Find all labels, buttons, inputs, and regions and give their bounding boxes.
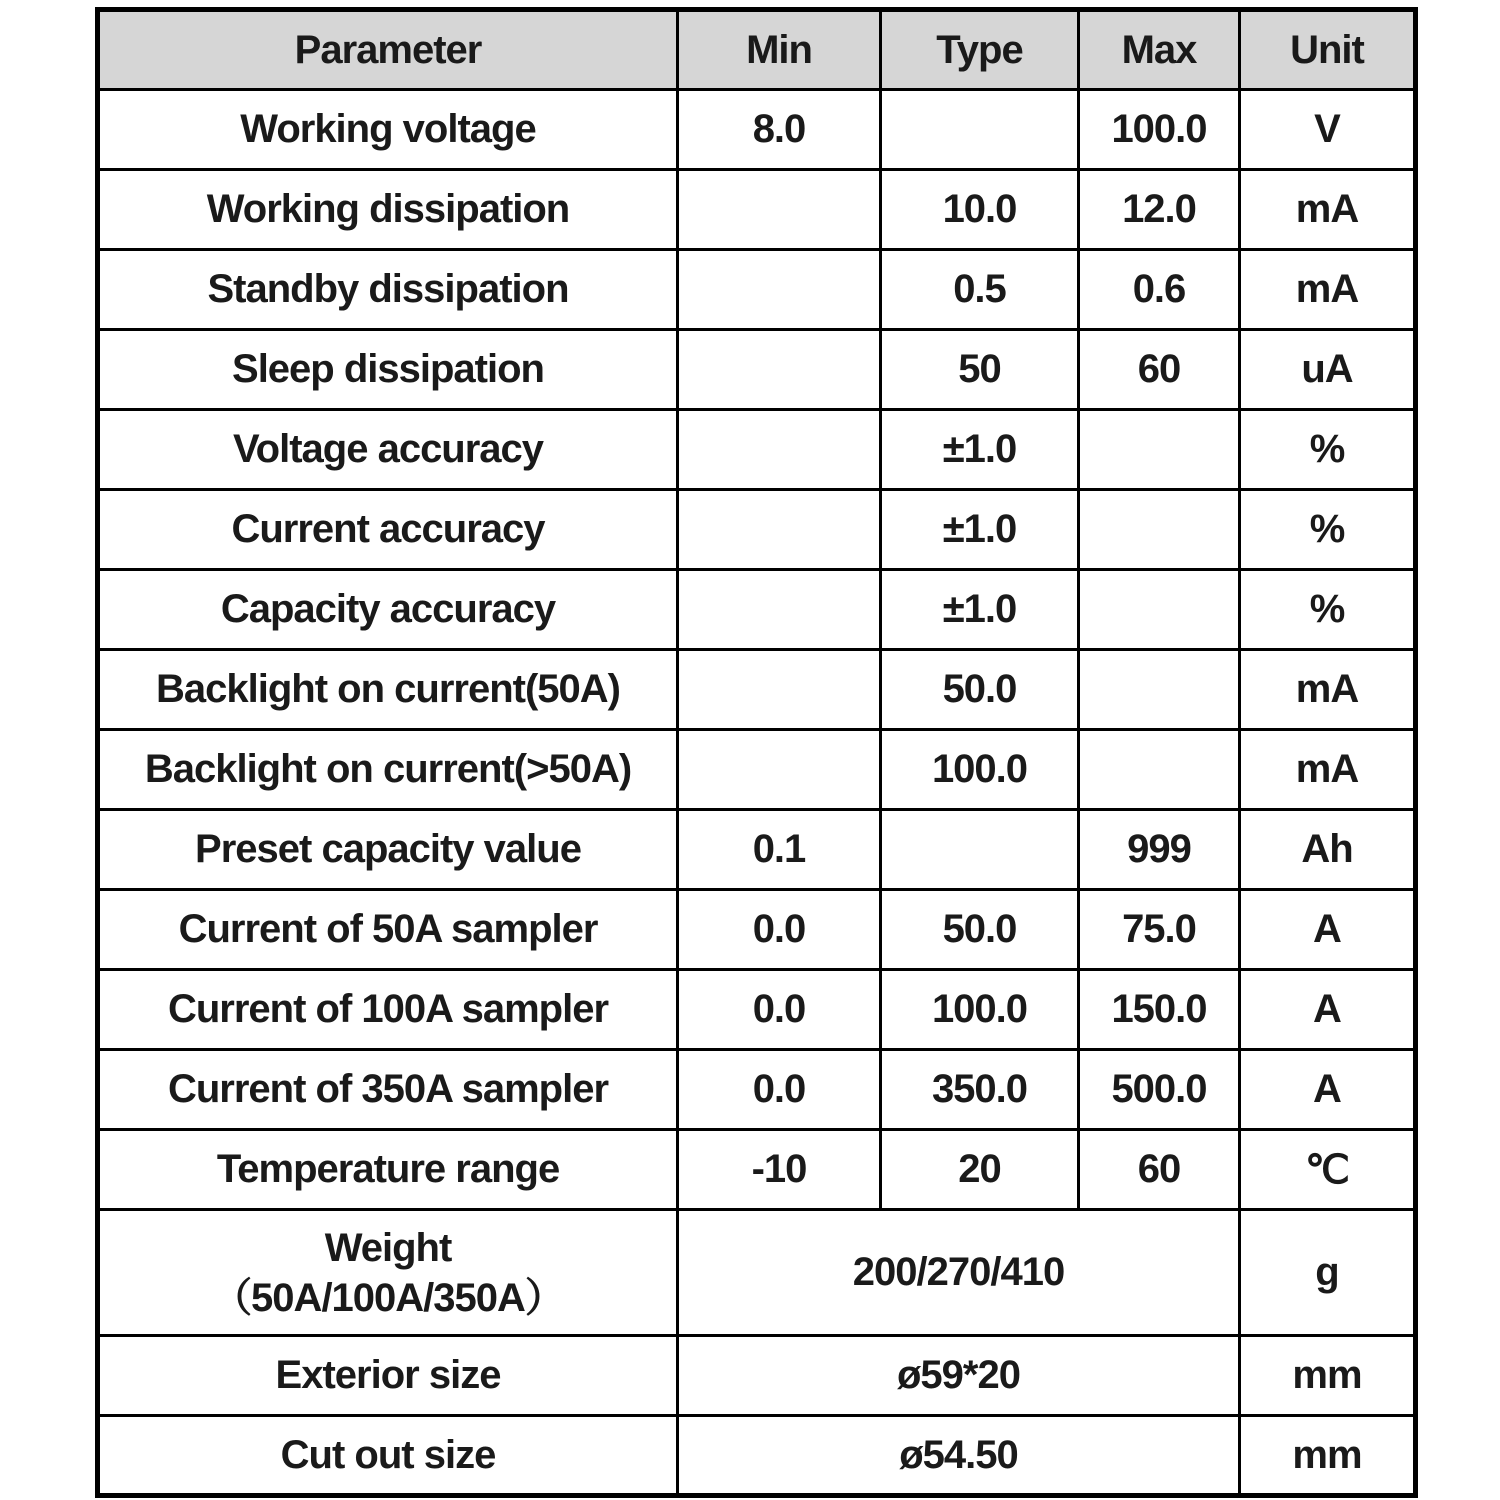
- header-parameter: Parameter: [98, 10, 678, 90]
- cell-min: [678, 730, 881, 810]
- cell-unit: V: [1240, 90, 1416, 170]
- table-row-current-100a-sampler: [98, 970, 1416, 1050]
- cell-type: 50.0: [881, 890, 1079, 970]
- cell-max: [1079, 650, 1240, 730]
- cell-min: 0.0: [678, 1050, 881, 1130]
- cell-min: [678, 330, 881, 410]
- cell-max: 500.0: [1079, 1050, 1240, 1130]
- cell-parameter: [98, 1210, 678, 1336]
- cell-parameter: Exterior size: [98, 1336, 678, 1416]
- cell-merged-value: ø54.50: [678, 1416, 1240, 1496]
- cell-max: 60: [1079, 1130, 1240, 1210]
- weight-label: Weight: [324, 1225, 452, 1270]
- cell-parameter: Working voltage: [98, 90, 678, 170]
- cell-type: 10.0: [881, 170, 1079, 250]
- cell-max: [1079, 730, 1240, 810]
- cell-min: [678, 410, 881, 490]
- cell-max: 12.0: [1079, 170, 1240, 250]
- cell-parameter: Current of 100A sampler: [98, 970, 678, 1050]
- cell-merged-value: 200/270/410: [678, 1210, 1240, 1336]
- table-row-cut-out-size: [98, 1416, 1416, 1496]
- cell-min: [678, 490, 881, 570]
- cell-min: [678, 570, 881, 650]
- cell-unit: ℃: [1240, 1130, 1416, 1210]
- cell-max: 75.0: [1079, 890, 1240, 970]
- header-min: Min: [678, 10, 881, 90]
- cell-min: 0.0: [678, 970, 881, 1050]
- cell-parameter: Current accuracy: [98, 490, 678, 570]
- cell-parameter: Working dissipation: [98, 170, 678, 250]
- header-max: Max: [1079, 10, 1240, 90]
- header-row: [98, 10, 1416, 90]
- cell-type: [881, 90, 1079, 170]
- cell-min: 8.0: [678, 90, 881, 170]
- cell-parameter: Current of 50A sampler: [98, 890, 678, 970]
- table-row-standby-dissipation: [98, 250, 1416, 330]
- cell-unit: mm: [1240, 1416, 1416, 1496]
- cell-unit: mA: [1240, 650, 1416, 730]
- cell-max: 150.0: [1079, 970, 1240, 1050]
- cell-unit: mA: [1240, 170, 1416, 250]
- cell-type: ±1.0: [881, 410, 1079, 490]
- cell-parameter: Voltage accuracy: [98, 410, 678, 490]
- cell-unit: %: [1240, 570, 1416, 650]
- weight-variants-label: （50A/100A/350A）: [212, 1275, 564, 1320]
- cell-unit: %: [1240, 410, 1416, 490]
- cell-parameter: Sleep dissipation: [98, 330, 678, 410]
- cell-max: [1079, 410, 1240, 490]
- cell-max: [1079, 570, 1240, 650]
- cell-max: [1079, 490, 1240, 570]
- table-row-weight: [98, 1210, 1416, 1336]
- cell-parameter: Standby dissipation: [98, 250, 678, 330]
- table-row-backlight-current-over-50a: [98, 730, 1416, 810]
- table-row-current-50a-sampler: [98, 890, 1416, 970]
- cell-max: 0.6: [1079, 250, 1240, 330]
- cell-unit: mA: [1240, 250, 1416, 330]
- cell-max: 60: [1079, 330, 1240, 410]
- cell-unit: A: [1240, 890, 1416, 970]
- cell-type: [881, 810, 1079, 890]
- cell-min: [678, 170, 881, 250]
- cell-type: 20: [881, 1130, 1079, 1210]
- cell-unit: g: [1240, 1210, 1416, 1336]
- table-row-working-dissipation: [98, 170, 1416, 250]
- cell-type: ±1.0: [881, 490, 1079, 570]
- cell-type: 350.0: [881, 1050, 1079, 1130]
- table-row-current-accuracy: [98, 490, 1416, 570]
- cell-min: -10: [678, 1130, 881, 1210]
- table-row-sleep-dissipation: [98, 330, 1416, 410]
- cell-parameter: Temperature range: [98, 1130, 678, 1210]
- table-row-voltage-accuracy: [98, 410, 1416, 490]
- cell-type: ±1.0: [881, 570, 1079, 650]
- spec-table: [95, 7, 1418, 1498]
- cell-type: 100.0: [881, 970, 1079, 1050]
- cell-max: 100.0: [1079, 90, 1240, 170]
- cell-unit: mA: [1240, 730, 1416, 810]
- table-row-backlight-current-50a: [98, 650, 1416, 730]
- table-row-preset-capacity-value: [98, 810, 1416, 890]
- cell-parameter: Preset capacity value: [98, 810, 678, 890]
- cell-parameter: Backlight on current(50A): [98, 650, 678, 730]
- cell-max: 999: [1079, 810, 1240, 890]
- cell-type: 50.0: [881, 650, 1079, 730]
- cell-min: [678, 250, 881, 330]
- cell-min: 0.0: [678, 890, 881, 970]
- cell-unit: A: [1240, 970, 1416, 1050]
- table-row-working-voltage: [98, 90, 1416, 170]
- table-row-exterior-size: [98, 1336, 1416, 1416]
- cell-type: 0.5: [881, 250, 1079, 330]
- cell-min: [678, 650, 881, 730]
- cell-parameter: Cut out size: [98, 1416, 678, 1496]
- header-type: Type: [881, 10, 1079, 90]
- table-row-capacity-accuracy: [98, 570, 1416, 650]
- table-row-temperature-range: [98, 1130, 1416, 1210]
- header-unit: Unit: [1240, 10, 1416, 90]
- cell-unit: Ah: [1240, 810, 1416, 890]
- cell-parameter: Current of 350A sampler: [98, 1050, 678, 1130]
- cell-unit: %: [1240, 490, 1416, 570]
- cell-min: 0.1: [678, 810, 881, 890]
- cell-unit: uA: [1240, 330, 1416, 410]
- cell-parameter: Capacity accuracy: [98, 570, 678, 650]
- cell-unit: mm: [1240, 1336, 1416, 1416]
- cell-parameter: Backlight on current(>50A): [98, 730, 678, 810]
- cell-unit: A: [1240, 1050, 1416, 1130]
- cell-type: 50: [881, 330, 1079, 410]
- cell-type: 100.0: [881, 730, 1079, 810]
- cell-merged-value: ø59*20: [678, 1336, 1240, 1416]
- table-row-current-350a-sampler: [98, 1050, 1416, 1130]
